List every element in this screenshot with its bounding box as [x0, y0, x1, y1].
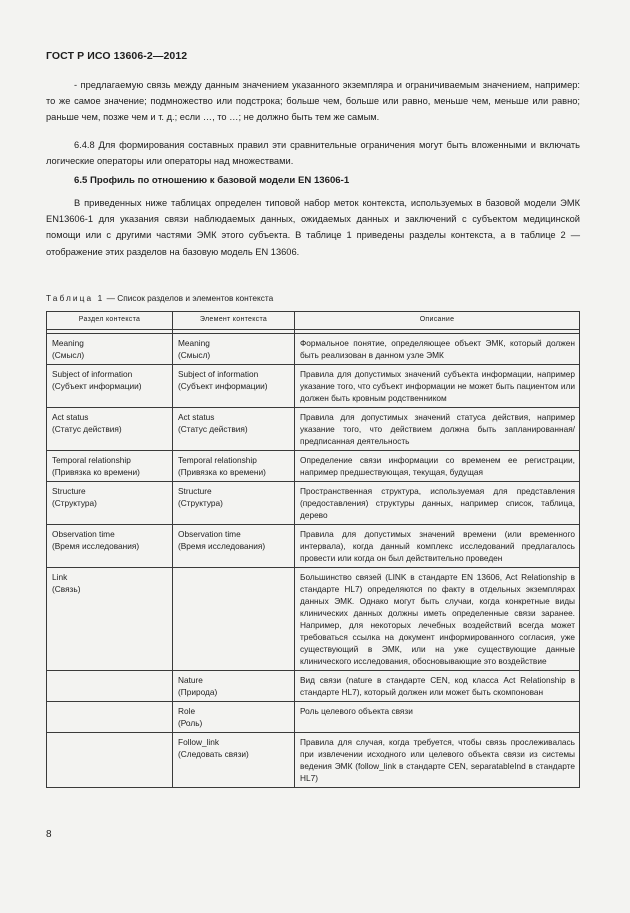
cell-description: Правила для допустимых значений субъекта информации, например указание того, что субъект информации не может быть пациентом или должен быть кровным родственником — [295, 365, 580, 408]
cell-element — [173, 671, 295, 702]
section-en: Meaning — [52, 338, 84, 348]
element-ru: (Смысл) — [178, 350, 211, 360]
cell-element — [173, 451, 295, 482]
section-ru: (Субъект информации) — [52, 381, 142, 391]
section-ru: (Смысл) — [52, 350, 85, 360]
cell-element — [173, 733, 295, 788]
cell-section — [47, 482, 173, 525]
page-number: 8 — [46, 829, 52, 840]
element-ru: (Следовать связи) — [178, 749, 249, 759]
cell-description: Вид связи (nature в стандарте CEN, код класса Act Relationship в стандарте HL7), который должен или может быть скомпонован — [295, 671, 580, 702]
cell-description: Большинство связей (LINK в стандарте EN 13606, Act Relationship в стандарте HL7) определяются по факту в отдельных экземплярах данных ЭМК. Однако могут быть случаи, когда конкретные виды клинических данных должны иметь определенные связи заранее. Например, для некоторых лечебных воздействий всегда может требоваться ссылка на документ информированного согласия, уже существующий в ЭМК, или на уже существующие данные клинического исследования, обосновывающие это воздействие — [295, 568, 580, 671]
cell-section — [47, 671, 173, 702]
cell-description: Правила для допустимых значений статуса действия, например указание того, что действием должна быть запланированная/предписанная деятельность — [295, 408, 580, 451]
cell-description: Определение связи информации со временем ее регистрации, например предшествующая, текущая, будущая — [295, 451, 580, 482]
table-caption — [46, 293, 273, 303]
section-ru: (Время исследования) — [52, 541, 140, 551]
cell-description: Пространственная структура, используемая для представления (предоставления) структуры данных, например список, таблица, дерево — [295, 482, 580, 525]
paragraph-6-4-8: 6.4.8 Для формирования составных правил эти сравнительные ограничения могут быть вложенными и включать логические операторы или операторы над множествами. — [46, 140, 580, 167]
header-section: Раздел контекста — [47, 312, 173, 330]
section-ru: (Связь) — [52, 584, 81, 594]
cell-section — [47, 334, 173, 365]
cell-element — [173, 482, 295, 525]
element-en: Nature — [178, 675, 203, 685]
section-ru: (Структура) — [52, 498, 97, 508]
paragraph-6-5-intro: В приведенных ниже таблицах определен типовой набор меток контекста, используемых в базовой модели ЭМК EN13606-1 для указания связи наблюдаемых данных, ожидаемых данных и заключений с субъектом медицинской помощи или с другими частями ЭМК этого субъекта. В таблице 1 приведены разделы контекста, а в таблице 2 — отображение этих разделов на базовую модель EN 13606. — [46, 198, 580, 257]
header-element: Элемент контекста — [173, 312, 295, 330]
section-ru: (Привязка ко времени) — [52, 467, 140, 477]
section-en: Subject of information — [52, 369, 133, 379]
cell-description: Правила для допустимых значений времени (или временного интервала), когда данный комплекс исследований предлагалось провести или когда он был действительно проведен — [295, 525, 580, 568]
element-ru: (Субъект информации) — [178, 381, 268, 391]
cell-section — [47, 408, 173, 451]
table-caption-number: Таблица 1 — [46, 293, 105, 303]
paragraph-comparison: - предлагаемую связь между данным значением указанного экземпляра и ограничиваемым значением, например: то же самое значение; подмножество или подстрока; больше чем, больше или равно, меньше чем, меньше или равно; раньше чем, позже чем и т. д.; если …, то …; не должно быть тем же самым. — [46, 80, 580, 123]
cell-section — [47, 568, 173, 671]
cell-element — [173, 568, 295, 671]
table-row — [47, 525, 580, 568]
context-table — [46, 311, 580, 788]
cell-element — [173, 702, 295, 733]
element-ru: (Природа) — [178, 687, 218, 697]
section-en: Act status — [52, 412, 89, 422]
section-en: Observation time — [52, 529, 115, 539]
table-row — [47, 568, 580, 671]
cell-element — [173, 525, 295, 568]
table-row — [47, 671, 580, 702]
element-ru: (Статус действия) — [178, 424, 248, 434]
table-row — [47, 482, 580, 525]
header-description: Описание — [295, 312, 580, 330]
cell-element — [173, 408, 295, 451]
cell-section — [47, 365, 173, 408]
element-en: Act status — [178, 412, 215, 422]
element-en: Structure — [178, 486, 212, 496]
element-ru: (Роль) — [178, 718, 203, 728]
cell-section — [47, 733, 173, 788]
cell-section — [47, 702, 173, 733]
document-header: ГОСТ Р ИСО 13606-2—2012 — [46, 50, 188, 62]
section-en: Link — [52, 572, 68, 582]
cell-section — [47, 525, 173, 568]
table-row — [47, 334, 580, 365]
element-en: Role — [178, 706, 196, 716]
table-row — [47, 733, 580, 788]
element-en: Temporal relationship — [178, 455, 257, 465]
section-en: Temporal relationship — [52, 455, 131, 465]
cell-description: Правила для случая, когда требуется, чтобы связь прослеживалась при извлечении исходного или целевого объекта связи из системы ведения ЭМК (follow_link в стандарте CEN, separatableInd в стандарте HL7) — [295, 733, 580, 788]
element-en: Observation time — [178, 529, 241, 539]
cell-element — [173, 334, 295, 365]
element-en: Meaning — [178, 338, 210, 348]
element-ru: (Структура) — [178, 498, 223, 508]
section-en: Structure — [52, 486, 86, 496]
table-caption-title: — Список разделов и элементов контекста — [104, 293, 274, 303]
table-row — [47, 408, 580, 451]
section-title-6-5: 6.5 Профиль по отношению к базовой модели EN 13606-1 — [74, 175, 350, 186]
table-row — [47, 365, 580, 408]
element-ru: (Время исследования) — [178, 541, 266, 551]
cell-description: Роль целевого объекта связи — [295, 702, 580, 733]
table-row — [47, 702, 580, 733]
element-ru: (Привязка ко времени) — [178, 467, 266, 477]
table-row — [47, 451, 580, 482]
section-ru: (Статус действия) — [52, 424, 122, 434]
element-en: Follow_link — [178, 737, 220, 747]
table-header-row — [47, 312, 580, 330]
element-en: Subject of information — [178, 369, 259, 379]
cell-element — [173, 365, 295, 408]
cell-description: Формальное понятие, определяющее объект ЭМК, который должен быть реализован в данном узле ЭМК — [295, 334, 580, 365]
cell-section — [47, 451, 173, 482]
